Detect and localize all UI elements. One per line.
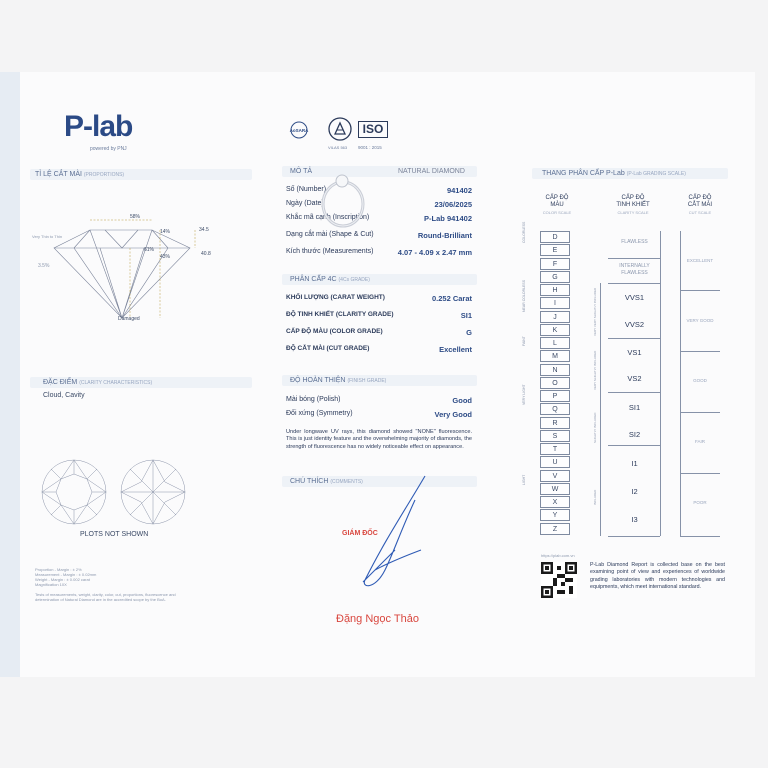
grade-label-carat: KHỐI LƯỢNG (CARAT WEIGHT): [286, 294, 385, 301]
clarity-col-en: CLARITY SCALE: [617, 210, 649, 215]
desc-label-number: Số (Number): [286, 186, 327, 193]
comments-title-en: (COMMENTS): [330, 479, 363, 485]
finish-title-en: (FINISH GRADE): [347, 378, 387, 384]
clarity-group-line: [600, 283, 601, 536]
color-grade-w: W: [540, 483, 570, 495]
footnote-1: Proportion - Margin : ± 2%: [35, 567, 82, 572]
color-grade-s: S: [540, 430, 570, 442]
vilas-icon: [327, 116, 353, 142]
footnote-3: Weight - Margin : ± 0.002 carat: [35, 577, 90, 582]
accreditation-badge: [287, 121, 311, 139]
footnote-4: Magnification 10X: [35, 582, 67, 587]
clarity-characteristics: Cloud, Cavity: [43, 392, 85, 399]
cut-col-head: [680, 195, 720, 216]
color-grade-v: V: [540, 470, 570, 482]
crown-angle: 34.5: [199, 227, 209, 233]
pavilion-plot: [119, 458, 187, 526]
cut-col-en: CUT SCALE: [688, 210, 712, 215]
natural-diamond-label: NATURAL DIAMOND: [398, 168, 465, 175]
table-pct: 58%: [130, 214, 141, 220]
report-statement: P-Lab Diamond Report is collected base on the best examining point of view and experiences of worldwide grading laboratories with modern technologies and equipments, which meet international standard.: [590, 562, 725, 591]
color-grade-f: F: [540, 258, 570, 270]
color-col-title2: MÀU: [550, 202, 564, 208]
color-grade-u: U: [540, 456, 570, 468]
girdle-desc: Very Thin to Thin: [32, 234, 63, 239]
cut-col-line-left: [680, 231, 681, 536]
desc-value-date: 23/06/2025: [434, 200, 472, 209]
color-grade-i: I: [540, 297, 570, 309]
culet-pct: 3.5%: [38, 263, 50, 269]
color-col-title: CẤP ĐỘ: [545, 195, 569, 201]
color-group-verylight: VERY LIGHT: [522, 384, 526, 405]
grade4c-title: PHÂN CẤP 4C: [290, 276, 337, 283]
color-grade-r: R: [540, 417, 570, 429]
cut-excellent: EXCELLENT: [686, 258, 714, 263]
color-grade-m: M: [540, 350, 570, 362]
page-edge: [0, 72, 22, 677]
proportions-heading: [35, 169, 124, 180]
color-grade-h: H: [540, 284, 570, 296]
color-grade-p: P: [540, 390, 570, 402]
plab-logo: P-lab: [64, 110, 133, 143]
qr-code[interactable]: [541, 562, 577, 598]
clarity-i1: I1: [631, 459, 638, 468]
scale-title: THANG PHÂN CẤP P-Lab: [542, 170, 625, 177]
color-grade-l: L: [540, 337, 570, 349]
color-group-colorless: COLORLESS: [522, 221, 526, 243]
clarity-i3: I3: [631, 515, 638, 524]
color-group-faint: FAINT: [522, 336, 526, 346]
director-name: Đặng Ngọc Thảo: [336, 613, 419, 625]
damaged-label: Damaged: [118, 316, 140, 322]
total-depth: 61%: [144, 247, 155, 253]
grade-value-color: G: [466, 328, 472, 337]
signature-scribble: [335, 470, 435, 610]
clarity-vvs1: VVS1: [624, 293, 645, 302]
cut-sep-5: [680, 536, 720, 537]
finish-value-polish: Good: [452, 396, 472, 405]
desc-value-number: 941402: [446, 186, 472, 195]
clarity-fl: FLAWLESS: [621, 239, 648, 245]
clarity-group-i: INCLUDED: [593, 489, 597, 505]
footnote-6: determination of Natural Diamond are in the accredited scope by the BoA.: [35, 597, 166, 602]
cut-sep-1: [680, 290, 720, 291]
scale-heading: [542, 168, 686, 179]
clarity-sep-3: [608, 338, 660, 339]
grade-label-cut: ĐỘ CẮT MÀI (CUT GRADE): [286, 345, 370, 352]
color-col-en: COLOR SCALE: [542, 210, 572, 215]
clarity-sep-5: [608, 445, 660, 446]
clarity-heading: [43, 377, 152, 388]
pavilion-depth: 43%: [160, 254, 171, 260]
footnote-5: Tests of measurements, weight, clarity, color, cut, proportions, fluorescence and: [35, 592, 176, 597]
color-grade-t: T: [540, 443, 570, 455]
color-grade-d: D: [540, 231, 570, 243]
scale-title-en: (P-Lab GRADING SCALE): [626, 171, 686, 177]
color-grade-j: J: [540, 311, 570, 323]
cut-poor: POOR: [693, 500, 707, 505]
pavilion-angle: 40.8: [201, 251, 211, 257]
color-group-light: LIGHT: [522, 474, 526, 485]
website-url: https://plab.com.vn: [541, 553, 575, 558]
cut-sep-3: [680, 412, 720, 413]
grade4c-title-en: (4Cs GRADE): [338, 277, 370, 283]
ring-photo: [318, 168, 368, 228]
description-heading: MÔ TẢ: [290, 168, 313, 175]
desc-value-measurements: 4.07 - 4.09 x 2.47 mm: [397, 248, 472, 257]
color-grade-g: G: [540, 271, 570, 283]
comments-title: CHÚ THÍCH: [290, 478, 329, 485]
cut-sep-2: [680, 351, 720, 352]
cut-col-title: CẤP ĐỘ: [688, 195, 712, 201]
desc-label-date: Ngày (Date): [286, 200, 324, 207]
director-title: GIÁM ĐỐC: [342, 530, 378, 537]
cut-col-title2: CẮT MÀI: [687, 202, 713, 208]
iso-code: 9001 : 2015: [358, 145, 382, 150]
color-grade-e: E: [540, 244, 570, 256]
color-grade-o: O: [540, 377, 570, 389]
cut-fair: FAIR: [694, 439, 705, 444]
finish-label-polish: Mài bóng (Polish): [286, 396, 341, 403]
plots-not-shown: PLOTS NOT SHOWN: [80, 531, 149, 538]
desc-label-shape: Dạng cắt mài (Shape & Cut): [286, 231, 374, 238]
grade-label-color: CẤP ĐỘ MÀU (COLOR GRADE): [286, 328, 383, 335]
clarity-if: INTERNALLY FLAWLESS: [619, 263, 650, 276]
finish-value-symmetry: Very Good: [434, 410, 472, 419]
color-grade-y: Y: [540, 509, 570, 521]
footnote-2: Measurement - Margin : ± 0.02mm: [35, 572, 97, 577]
grade4c-heading: [290, 274, 370, 285]
color-grade-q: Q: [540, 403, 570, 415]
desc-label-inscription: Khắc mã cạnh (Inscription): [286, 214, 370, 221]
powered-by: powered by PNJ: [90, 146, 127, 152]
color-col-head: [537, 195, 577, 216]
color-grade-z: Z: [540, 523, 570, 535]
iso-badge: ISO: [358, 121, 388, 138]
desc-value-shape: Round-Brilliant: [417, 231, 472, 240]
clarity-group-vvs: VERY VERY SLIGHTLY INCLUDED: [593, 287, 597, 336]
clarity-sep-4: [608, 392, 660, 393]
clarity-title-en: (CLARITY CHARACTERISTICS): [79, 380, 153, 386]
grade-value-carat: 0.252 Carat: [431, 294, 472, 303]
cut-sep-4: [680, 473, 720, 474]
grade-value-clarity: SI1: [460, 311, 472, 320]
clarity-vs2: VS2: [627, 374, 642, 383]
finish-heading: [290, 375, 386, 386]
clarity-vvs2: VVS2: [624, 320, 645, 329]
color-grade-x: X: [540, 496, 570, 508]
clarity-si2: SI2: [628, 430, 641, 439]
crown-height: 14%: [160, 229, 171, 235]
finish-title: ĐỘ HOÀN THIỆN: [290, 377, 346, 384]
clarity-group-vs: VERY SLIGHTLY INCLUDED: [593, 350, 597, 390]
crown-plot: [40, 458, 108, 526]
cut-good: GOOD: [693, 378, 707, 383]
proportions-title: TỈ LỆ CẮT MÀI: [35, 171, 82, 178]
clarity-i2: I2: [631, 487, 638, 496]
clarity-col-line: [660, 231, 661, 536]
color-group-near: NEAR COLORLESS: [522, 279, 526, 312]
clarity-si1: SI1: [628, 403, 641, 412]
clarity-group-si: SLIGHTLY INCLUDED: [593, 412, 597, 443]
color-grade-k: K: [540, 324, 570, 336]
svg-text:AoSARA: AoSARA: [289, 128, 309, 133]
grade-value-cut: Excellent: [439, 345, 472, 354]
clarity-col-title: CẤP ĐỘ: [621, 195, 645, 201]
grade-label-clarity: ĐỘ TINH KHIẾT (CLARITY GRADE): [286, 311, 394, 318]
color-grade-n: N: [540, 364, 570, 376]
clarity-vs1: VS1: [627, 348, 642, 357]
fluorescence-note: Under longwave UV rays, this diamond showed "NONE" fluorescence. This is just identity feature and the overwhelming majority of diamonds, the strength of fluorescence has no widely noticeable effect on appearance.: [286, 429, 472, 450]
clarity-col-title2: TINH KHIẾT: [616, 202, 650, 208]
desc-label-measurements: Kích thước (Measurements): [286, 248, 374, 255]
clarity-sep-1: [608, 258, 660, 259]
clarity-sep-2: [608, 283, 660, 284]
clarity-title: ĐẶC ĐIỂM: [43, 379, 78, 386]
desc-value-inscription: P-Lab 941402: [424, 214, 472, 223]
finish-label-symmetry: Đối xứng (Symmetry): [286, 410, 353, 417]
proportions-title-en: (PROPORTIONS): [83, 172, 125, 178]
clarity-sep-6: [608, 536, 660, 537]
vilas-label: VILAS 563: [328, 145, 348, 150]
cut-verygood: VERY GOOD: [686, 318, 714, 323]
clarity-col-head: [608, 195, 658, 216]
